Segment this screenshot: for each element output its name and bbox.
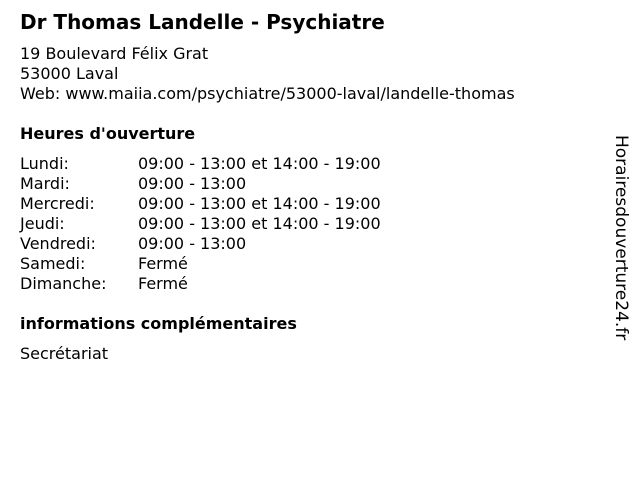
hours-value: 09:00 - 13:00 xyxy=(138,234,247,253)
hours-row-saturday xyxy=(20,254,381,274)
site-brand-watermark: Horairesdouverture24.fr xyxy=(611,135,631,341)
hours-value: Fermé xyxy=(138,274,188,293)
hours-value: 09:00 - 13:00 et 14:00 - 19:00 xyxy=(138,154,381,173)
hours-row-sunday xyxy=(20,274,381,294)
hours-row-friday xyxy=(20,234,381,254)
hours-value: 09:00 - 13:00 et 14:00 - 19:00 xyxy=(138,214,381,233)
opening-hours-heading: Heures d'ouverture xyxy=(20,124,196,143)
hours-value: 09:00 - 13:00 xyxy=(138,174,247,193)
address-block xyxy=(20,44,515,104)
additional-info-heading: informations complémentaires xyxy=(20,314,297,333)
hours-value: Fermé xyxy=(138,254,188,273)
hours-value: 09:00 - 13:00 et 14:00 - 19:00 xyxy=(138,194,381,213)
address-city: 53000 Laval xyxy=(20,64,119,83)
hours-row-tuesday xyxy=(20,174,381,194)
address-street: 19 Boulevard Félix Grat xyxy=(20,44,209,63)
day-label: Vendredi: xyxy=(20,234,96,253)
page-title: Dr Thomas Landelle - Psychiatre xyxy=(20,10,385,34)
hours-row-thursday xyxy=(20,214,381,234)
day-label: Dimanche: xyxy=(20,274,107,293)
day-label: Mercredi: xyxy=(20,194,95,213)
opening-hours-table xyxy=(20,154,381,294)
day-label: Samedi: xyxy=(20,254,86,273)
website-link[interactable]: Web: www.maiia.com/psychiatre/53000-laval/landelle-thomas xyxy=(20,84,515,103)
hours-row-wednesday xyxy=(20,194,381,214)
day-label: Lundi: xyxy=(20,154,69,173)
additional-info-text: Secrétariat xyxy=(20,344,109,363)
day-label: Jeudi: xyxy=(20,214,65,233)
hours-row-monday xyxy=(20,154,381,174)
day-label: Mardi: xyxy=(20,174,70,193)
